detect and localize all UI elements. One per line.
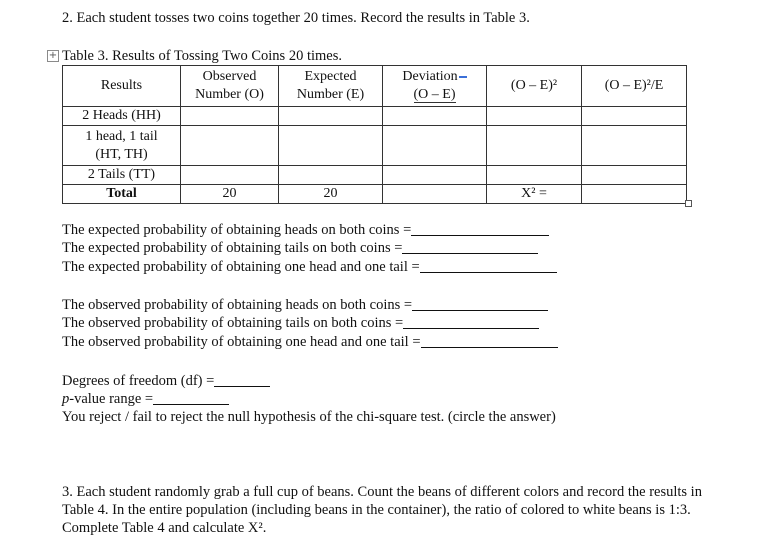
header-chi-term: (O – E)²/E [582,66,687,107]
expected-prob-hh-label: The expected probability of obtaining heads on both coins = [62,222,412,238]
question-2-text: 2. Each student tosses two coins together 20 times. Record the results in Table 3. [62,10,530,26]
table-3-caption: Table 3. Results of Tossing Two Coins 20 times. [62,48,342,64]
chi-term-cell[interactable] [582,107,687,126]
table-move-handle-icon[interactable]: + [48,50,58,61]
header-deviation [383,66,487,107]
table-resize-handle-icon[interactable] [685,200,692,207]
field-marker-icon [459,76,467,78]
observed-prob-hh [62,296,548,314]
header-results: Results [63,66,181,107]
df-label: Degrees of freedom (df) = [62,373,215,389]
expected-cell[interactable] [279,107,383,126]
row-label-line-2: (HT, TH) [95,146,148,162]
total-expected: 20 [279,185,383,204]
answer-blank[interactable] [402,241,538,254]
pvalue-italic-p: p [62,391,70,407]
header-expected-line-1: Expected [304,69,357,84]
answer-blank[interactable] [421,335,558,348]
deviation-word: Deviation [402,69,458,84]
observed-prob-ht-label: The observed probability of obtaining one head and one tail = [62,334,421,350]
answer-blank[interactable] [411,223,549,236]
squared-cell[interactable] [487,107,582,126]
header-expected [279,66,383,107]
chi-term-cell[interactable] [582,126,687,166]
table-3 [62,65,687,204]
observed-prob-tt [62,314,539,332]
observed-prob-hh-label: The observed probability of obtaining heads on both coins = [62,297,413,313]
header-observed-line-2: Number (O) [195,87,264,102]
header-expected-line-2: Number (E) [296,87,365,102]
table-caption-row [47,47,342,65]
answer-blank[interactable] [420,260,557,273]
pvalue-line [62,390,229,408]
header-observed [181,66,279,107]
row-label: 2 Tails (TT) [63,166,181,185]
chi-term-cell[interactable] [582,166,687,185]
answer-blank[interactable] [153,392,229,405]
observed-cell[interactable] [181,166,279,185]
observed-prob-ht [62,333,558,351]
question-3-text: 3. Each student randomly grab a full cup of beans. Count the beans of different colors and record the results in Table 4. In the entire population (including beans in the container), the ratio of colored to white beans is 1:3. Complete Table 4 and calculate X². [62,484,702,536]
expected-prob-tt [62,239,538,257]
expected-prob-tt-label: The expected probability of obtaining tails on both coins = [62,240,403,256]
header-deviation-line-1 [385,68,484,86]
observed-cell[interactable] [181,126,279,166]
table-header-row [63,66,687,107]
chi-square-label: X² = [487,185,582,204]
answer-blank[interactable] [214,374,270,387]
chi-square-value-cell[interactable] [582,185,687,204]
row-label: 2 Heads (HH) [63,107,181,126]
row-label [63,126,181,166]
total-observed: 20 [181,185,279,204]
total-label: Total [63,185,181,204]
total-deviation-cell [383,185,487,204]
answer-blank[interactable] [412,298,548,311]
table-row [63,126,687,166]
table-row [63,107,687,126]
deviation-cell[interactable] [383,107,487,126]
reject-line: You reject / fail to reject the null hypothesis of the chi-square test. (circle the answer) [62,409,556,425]
expected-cell[interactable] [279,126,383,166]
deviation-formula: (O – E) [413,87,456,102]
answer-blank[interactable] [403,316,539,329]
expected-prob-ht [62,258,557,276]
deviation-cell[interactable] [383,166,487,185]
header-deviation-line-2 [385,86,484,104]
expected-prob-ht-label: The expected probability of obtaining one head and one tail = [62,259,420,275]
table-row [63,166,687,185]
pvalue-label: -value range = [69,391,154,407]
observed-prob-tt-label: The observed probability of obtaining tails on both coins = [62,315,404,331]
row-label-line-1: 1 head, 1 tail [85,128,158,144]
deviation-cell[interactable] [383,126,487,166]
header-observed-line-1: Observed [202,69,257,84]
expected-cell[interactable] [279,166,383,185]
total-row [63,185,687,204]
header-squared: (O – E)² [487,66,582,107]
squared-cell[interactable] [487,166,582,185]
squared-cell[interactable] [487,126,582,166]
df-line [62,372,270,390]
expected-prob-hh [62,221,549,239]
observed-cell[interactable] [181,107,279,126]
